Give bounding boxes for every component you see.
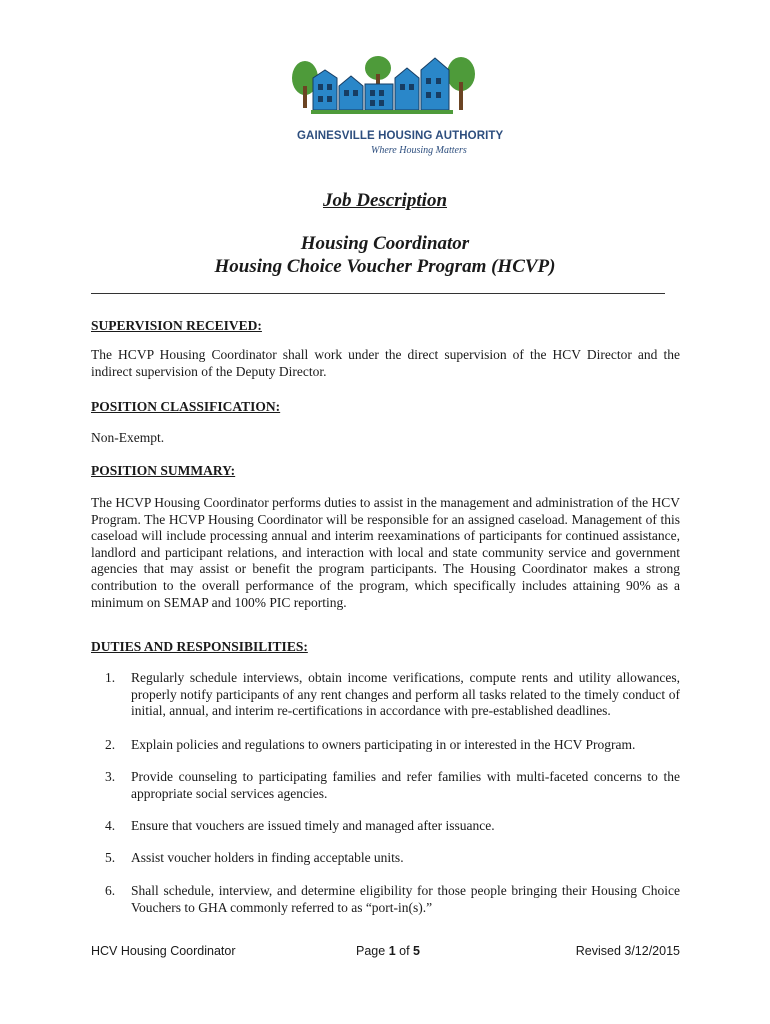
list-item	[91, 818, 680, 835]
duties-heading: DUTIES AND RESPONSIBILITIES:	[91, 639, 308, 654]
list-item	[91, 850, 680, 867]
list-item-text: Ensure that vouchers are issued timely and managed after issuance.	[131, 818, 495, 833]
page-current: 1	[388, 944, 396, 958]
classification-text: Non-Exempt.	[91, 430, 165, 445]
document-title: Job Description	[322, 190, 448, 211]
logo-tagline: Where Housing Matters	[371, 145, 467, 156]
footer-revised-date: Revised 3/12/2015	[575, 944, 680, 958]
list-item-number: 2.	[105, 737, 116, 752]
page-of: of	[399, 944, 410, 958]
list-item-number: 1.	[105, 670, 116, 685]
footer-page-number	[356, 944, 420, 958]
footer-doc-title: HCV Housing Coordinator	[91, 944, 236, 958]
list-item-text: Provide counseling to participating families and refer families with multi-faceted concerns to the appropriate social services agencies.	[131, 769, 680, 801]
page-total: 5	[413, 944, 420, 958]
list-item-number: 6.	[105, 883, 116, 898]
list-item-text: Explain policies and regulations to owners participating in or interested in the HCV Program.	[131, 737, 636, 752]
list-item	[91, 883, 680, 916]
classification-heading: POSITION CLASSIFICATION:	[91, 399, 281, 414]
list-item	[91, 737, 680, 754]
list-item-text: Assist voucher holders in finding acceptable units.	[131, 850, 404, 865]
divider	[91, 293, 665, 294]
list-item-number: 5.	[105, 850, 116, 865]
supervision-text: The HCVP Housing Coordinator shall work under the direct supervision of the HCV Director and the indirect supervision of the Deputy Director.	[91, 347, 680, 379]
list-item-number: 4.	[105, 818, 116, 833]
program-title: Housing Choice Voucher Program (HCVP)	[214, 256, 556, 277]
list-item-text: Shall schedule, interview, and determine eligibility for those people bringing their Housing Choice Vouchers to GHA commonly referred to as “port-in(s).”	[131, 883, 680, 915]
supervision-heading: SUPERVISION RECEIVED:	[91, 318, 262, 333]
position-title: Housing Coordinator	[300, 233, 470, 254]
list-item	[91, 769, 680, 802]
list-item	[91, 670, 680, 720]
summary-heading: POSITION SUMMARY:	[91, 463, 236, 478]
page-label: Page	[356, 944, 386, 958]
logo-name: GAINESVILLE HOUSING AUTHORITY	[297, 130, 504, 142]
list-item-text: Regularly schedule interviews, obtain income verifications, compute rents and utility allowances, properly notify participants of any rent changes and perform all tasks related to the timely conduct of initial, annual, and interim re-certifications in accordance with pre-established deadlines.	[131, 670, 680, 719]
list-item-number: 3.	[105, 769, 116, 784]
summary-text: The HCVP Housing Coordinator performs duties to assist in the management and administration of the HCV Program. The HCVP Housing Coordinator will be responsible for an assigned caseload. Management of this caseload will include processing annual and interim reexaminations of participants for continued assistance, landlord and participant relations, and interaction with local and state community service and government agencies that may assist or benefit the program participants. The Housing Coordinator makes a strong contribution to the overall performance of the program, which specifically includes attaining 90% as a minimum on SEMAP and 100% PIC reporting.	[91, 495, 680, 610]
